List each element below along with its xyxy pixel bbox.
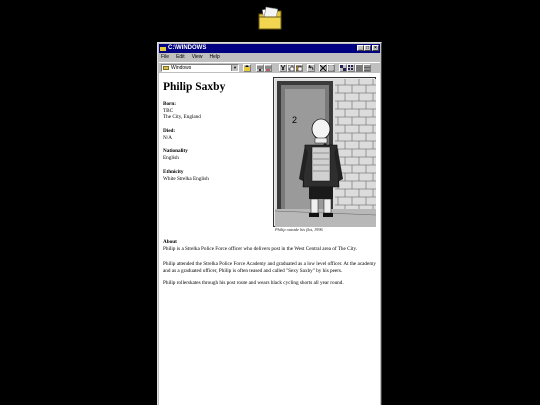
photo-caption: Philip outside his flat, 1996 xyxy=(275,227,323,232)
explorer-window xyxy=(157,42,382,405)
door-number: 2 xyxy=(292,115,298,125)
title-bar[interactable] xyxy=(159,44,380,53)
disconnect-drive-button[interactable] xyxy=(264,64,272,72)
about-paragraph: Philip rollerskates through his post route and wears black cycling shorts all year round. xyxy=(163,280,344,286)
paste-button[interactable] xyxy=(295,64,303,72)
copy-icon xyxy=(288,65,294,71)
close-button[interactable]: × xyxy=(372,45,379,51)
born-place: The City, England xyxy=(163,114,201,121)
list-view-button[interactable] xyxy=(355,64,363,72)
profile-photo xyxy=(273,77,376,227)
paste-icon xyxy=(296,65,302,71)
document-content xyxy=(159,73,380,405)
small-icons-button[interactable] xyxy=(347,64,355,72)
delete-button[interactable] xyxy=(319,64,327,72)
menu-file[interactable]: File xyxy=(161,54,170,60)
page-title: Philip Saxby xyxy=(163,81,226,93)
details-view-icon xyxy=(364,65,370,71)
map-drive-button[interactable] xyxy=(256,64,264,72)
died-label: Died: xyxy=(163,128,176,134)
about-paragraph: Philip is a Strelka Police Force officer who delivers post in the West Central area of The City. xyxy=(163,245,358,252)
undo-button[interactable] xyxy=(307,64,315,72)
undo-icon xyxy=(308,65,314,71)
small-icons-view-icon xyxy=(348,65,354,71)
nationality-label: Nationality xyxy=(163,148,188,154)
born-label: Born: xyxy=(163,101,176,107)
folder-icon[interactable] xyxy=(256,6,284,32)
window-title: C:\WINDOWS xyxy=(168,45,207,51)
properties-button[interactable] xyxy=(327,64,335,72)
about-paragraph: Philip attended the Strelka Police Force Academy and graduated as a low level officer. At the academy and as a graduated officer, Philip is often teased and called "Sexy Saxby" by his peers. xyxy=(163,261,376,274)
menu-bar xyxy=(160,54,221,61)
network-drive-icon xyxy=(257,65,263,71)
disconnect-drive-icon xyxy=(265,65,271,71)
ethnicity-value: White Strelka English xyxy=(163,175,209,182)
large-icons-view-icon xyxy=(340,65,346,71)
chevron-down-icon[interactable]: ▼ xyxy=(231,65,238,71)
menu-view[interactable]: View xyxy=(191,54,203,60)
nationality-value: English xyxy=(163,154,179,161)
cut-button[interactable] xyxy=(279,64,287,72)
up-folder-button[interactable] xyxy=(243,64,251,72)
list-view-icon xyxy=(356,65,362,71)
details-view-button[interactable] xyxy=(363,64,371,72)
about-heading: About xyxy=(163,239,177,245)
large-icons-button[interactable] xyxy=(339,64,347,72)
about-section xyxy=(163,239,378,252)
folder-icon xyxy=(160,45,166,52)
died-section xyxy=(163,128,175,141)
menu-help[interactable]: Help xyxy=(209,54,220,60)
delete-x-icon xyxy=(320,65,326,71)
menu-edit[interactable]: Edit xyxy=(176,54,185,60)
nationality-section xyxy=(163,148,188,161)
copy-button[interactable] xyxy=(287,64,295,72)
address-text: Windows xyxy=(171,65,192,71)
properties-icon xyxy=(328,65,334,71)
ethnicity-label: Ethnicity xyxy=(163,169,184,175)
ethnicity-section xyxy=(163,169,209,182)
scissors-icon xyxy=(280,65,286,71)
folder-icon xyxy=(163,66,169,70)
born-value: TBC xyxy=(163,107,174,114)
address-dropdown[interactable] xyxy=(161,64,239,72)
born-section xyxy=(163,101,201,121)
minimize-button[interactable]: _ xyxy=(357,45,364,51)
maximize-button[interactable]: □ xyxy=(365,45,370,51)
up-folder-icon xyxy=(244,65,250,71)
died-value: N/A xyxy=(163,134,172,141)
